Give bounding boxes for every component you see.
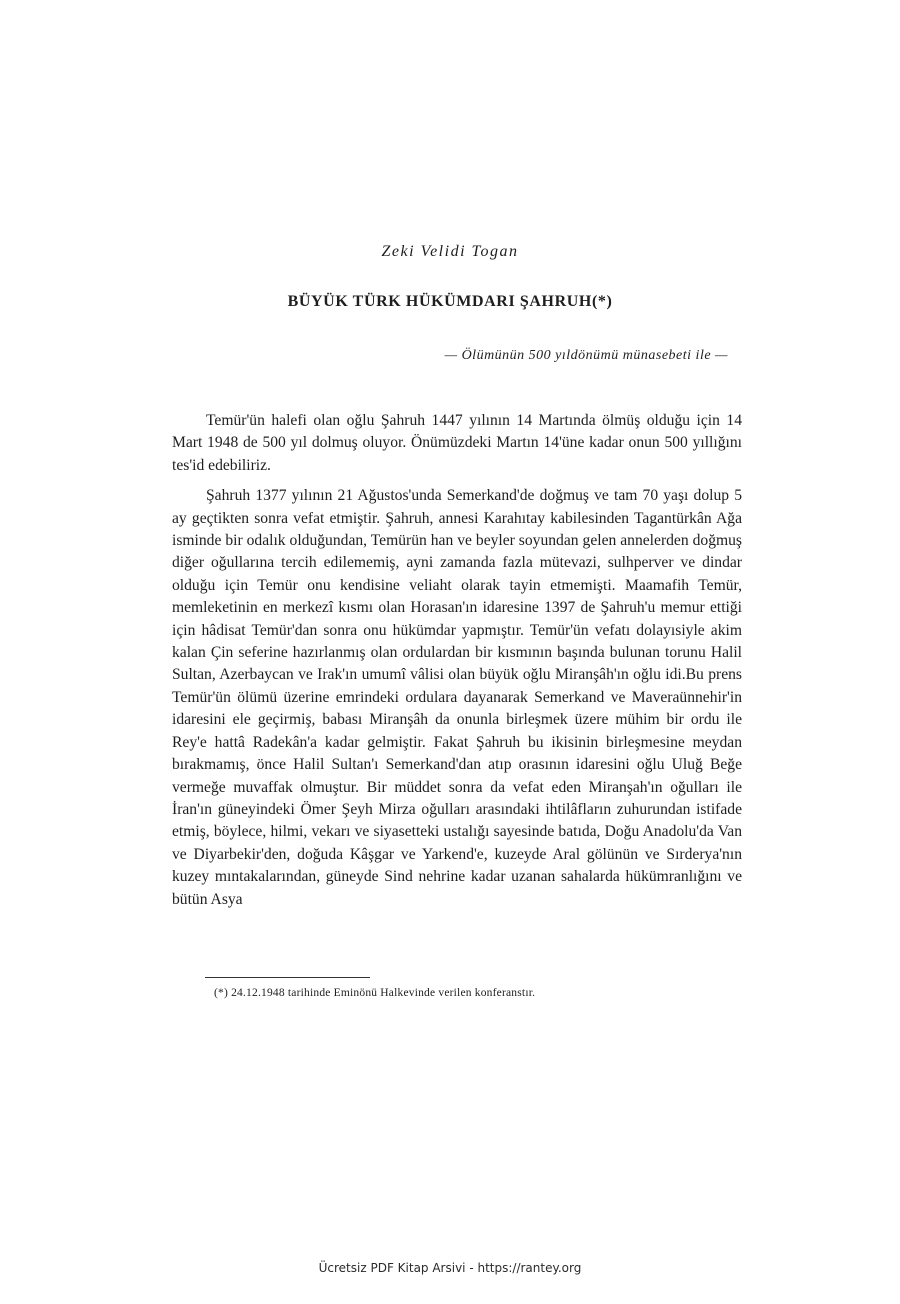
- article-subtitle: — Ölümünün 500 yıldönümü münasebeti ile —: [444, 348, 728, 363]
- article-title: BÜYÜK TÜRK HÜKÜMDARI ŞAHRUH(*): [287, 293, 613, 310]
- paragraph-1: Temür'ün halefi olan oğlu Şahruh 1447 yılının 14 Martında ölmüş olduğu için 14 Mart 1948 de 500 yıl dolmuş oluyor. Önümüzdeki Martın 14'üne kadar onun 500 yıllığını tes'id edebiliriz.: [172, 412, 742, 474]
- page-footer: Ücretsiz PDF Kitap Arsivi - https://rantey.org: [318, 1261, 582, 1275]
- footnote-divider: [205, 977, 370, 978]
- author-name: Zeki Velidi Togan: [381, 243, 519, 260]
- paragraph-2: Şahruh 1377 yılının 21 Ağustos'unda Semerkand'de doğmuş ve tam 70 yaşı dolup 5 ay geçtikten sonra vefat etmiştir. Şahruh, annesi Karahıtay kabilesinden Tagantürkân Ağa isminde bir odalık olduğundan, Temürün han ve beyler soyundan gelen annelerden doğmuş diğer oğullarına tercih edilememiş, ayni zamanda fazla mütevazi, sulhperver ve dindar olduğu için Temür onu kendisine veliaht olarak tayin etmemişti. Maamafih Temür, memleketinin en merkezî kısmı olan Horasan'ın idaresine 1397 de Şahruh'u memur ettiği için hâdisat Temür'dan sonra onu hükümdar yapmıştır. Temür'ün vefatı dolayısiyle akim kalan Çin seferine hazırlanmış olan ordulardan bir kısmının başında bulunan torunu Halil Sultan, Azerbaycan ve Irak'ın umumî vâlisi olan büyük oğlu Miranşâh'ın oğlu idi.Bu prens Temür'ün ölümü üzerine emrindeki ordulara dayanarak Semerkand ve Maveraünnehir'in idaresini ele geçirmiş, babası Miranşâh da onunla birleşmek üzere mühim bir ordu ile Rey'e hattâ Radekân'a kadar gelmiştir. Fakat Şahruh bu ikisinin birleşmesine meydan bırakmamış, önce Halil Sultan'ı Semerkand'dan atıp orasının idaresini oğlu Uluğ Beğe vermeğe muvaffak olmuştur. Bir müddet sonra da vefat eden Miranşah'ın oğulları ile İran'ın güneyindeki Ömer Şeyh Mirza oğulları arasındaki ihtilâfların zuhurundan istifade etmiş, böylece, hilmi, vekarı ve siyasetteki ustalığı sayesinde batıda, Doğu Anadolu'da Van ve Diyarbekir'den, doğuda Kâşgar ve Yarkend'e, kuzeyde Aral gölünün ve Sırderya'nın kuzey mıntakalarından, güneyde Sind nehrine kadar uzanan sahalarda hükümranlığını ve bütün Asya: [172, 487, 742, 908]
- article-body: [172, 410, 742, 911]
- footnote: (*) 24.12.1948 tarihinde Eminönü Halkevinde verilen konferanstır.: [214, 987, 536, 999]
